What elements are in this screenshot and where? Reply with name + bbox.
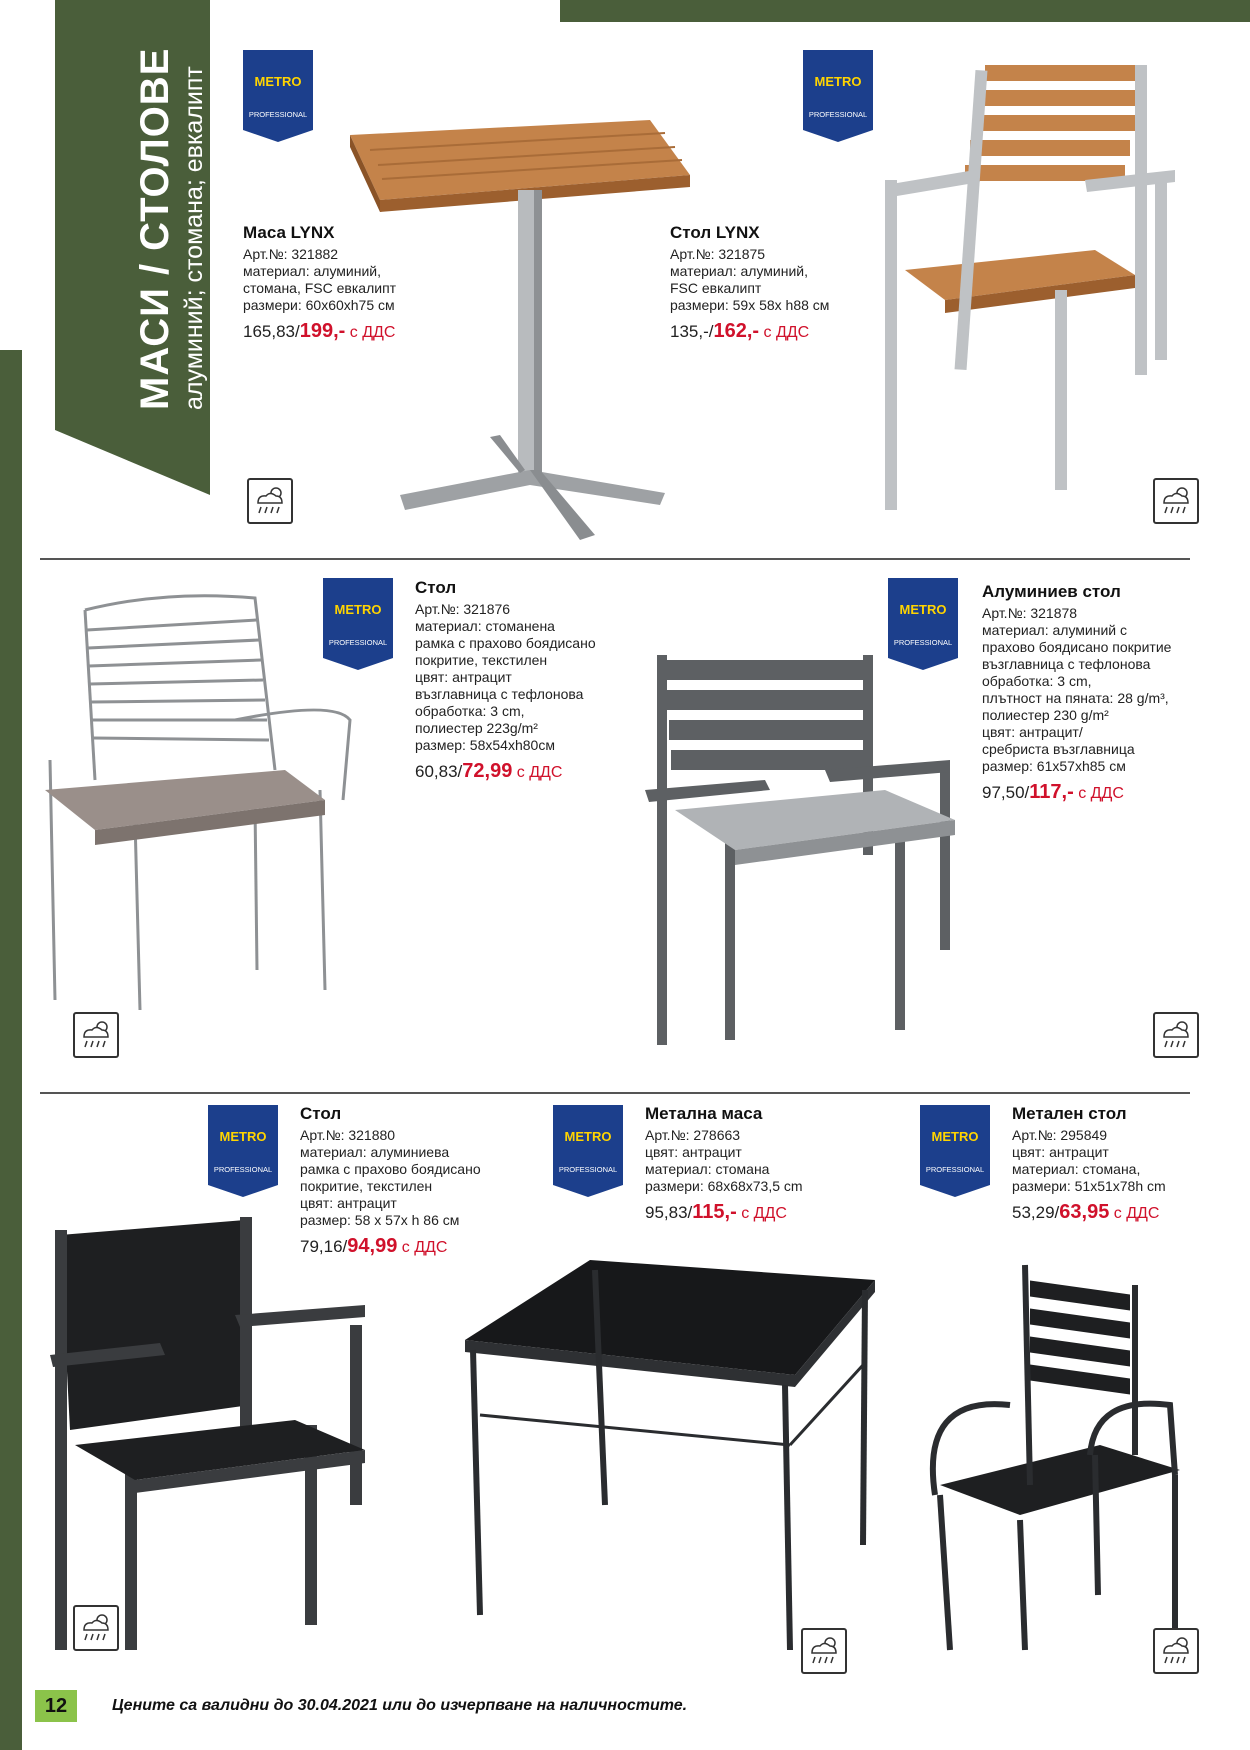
product-spec: полиестер 230 g/m²: [982, 707, 1109, 723]
product-spec: Арт.№: 321875: [670, 246, 766, 262]
product-spec: материал: алуминий,: [243, 263, 381, 279]
product-spec: размер: 58x54xh80см: [415, 737, 555, 753]
metro-professional: PROFESSIONAL: [925, 1165, 985, 1174]
product-info-metal-table: [645, 1104, 803, 1224]
metro-professional: PROFESSIONAL: [248, 110, 308, 119]
product-spec: материал: стомана: [645, 1161, 770, 1177]
row-divider-2: [40, 1092, 1190, 1094]
metro-logo: METRO: [931, 1129, 979, 1144]
price-vat: с ДДС: [1109, 1205, 1160, 1222]
product-name: Стол LYNX: [670, 223, 760, 242]
product-spec: рамка с прахово боядисано: [300, 1161, 481, 1177]
product-spec: размер: 61x57xh85 см: [982, 758, 1126, 774]
black-metal-table-illustration: [445, 1255, 885, 1655]
product-price: [415, 760, 596, 783]
product-info-metal-chair: [1012, 1104, 1166, 1224]
aluminium-chair-illustration: [635, 650, 965, 1050]
price-vat: с ДДС: [736, 1205, 787, 1222]
top-green-strip: [560, 0, 1250, 22]
price-vat: с ДДС: [759, 324, 810, 341]
product-spec: Арт.№: 321878: [982, 605, 1078, 621]
product-name: Маса LYNX: [243, 223, 335, 242]
price-net: 53,29/: [1012, 1203, 1060, 1222]
product-spec: стомана, FSC евкалипт: [243, 280, 397, 296]
product-price: [670, 320, 829, 343]
product-spec: обработка: 3 cm,: [415, 703, 525, 719]
product-spec: цвят: антрацит: [415, 669, 512, 685]
product-spec: размер: 58 x 57x h 86 см: [300, 1212, 460, 1228]
banner-text: [133, 48, 209, 410]
price-gross: 63,95: [1059, 1201, 1110, 1223]
price-net: 79,16/: [300, 1237, 348, 1256]
price-gross: 199,-: [299, 320, 346, 342]
price-gross: 162,-: [713, 320, 760, 342]
product-spec: материал: стоманена: [415, 618, 555, 634]
metro-logo: METRO: [899, 602, 947, 617]
product-name: Метална маса: [645, 1104, 763, 1123]
product-info-chair-lynx: [670, 223, 829, 343]
product-spec: покритие, текстилен: [300, 1178, 433, 1194]
product-info-aluminium-chair: [982, 582, 1171, 804]
wooden-chair-illustration: [855, 60, 1195, 510]
product-spec: размери: 51x51x78h cm: [1012, 1178, 1166, 1194]
price-vat: с ДДС: [397, 1239, 448, 1256]
product-spec: размери: 59x 58x h88 см: [670, 297, 830, 313]
product-spec: покритие, текстилен: [415, 652, 548, 668]
weather-sun-rain-icon: [1153, 1628, 1199, 1674]
product-spec: материал: алуминий,: [670, 263, 808, 279]
metro-professional: PROFESSIONAL: [558, 1165, 618, 1174]
product-spec: сребриста възглавница: [982, 741, 1135, 757]
page-number: 12: [35, 1690, 77, 1722]
product-name: Метален стол: [1012, 1104, 1127, 1123]
price-net: 97,50/: [982, 783, 1030, 802]
metro-badge: [553, 1105, 623, 1197]
price-net: 60,83/: [415, 762, 463, 781]
product-spec: обработка: 3 cm,: [982, 673, 1092, 689]
metro-professional: PROFESSIONAL: [893, 638, 953, 647]
product-name: Стол: [415, 578, 457, 597]
product-price: [243, 320, 396, 343]
product-spec: плътност на пяната: 28 g/m³,: [982, 690, 1169, 706]
weather-sun-rain-icon: [1153, 1012, 1199, 1058]
banner-subtitle: алуминий; стомана; евкалипт: [180, 66, 208, 410]
product-spec: размери: 60x60xh75 см: [243, 297, 395, 313]
metro-logo: METRO: [564, 1129, 612, 1144]
metro-logo: METRO: [219, 1129, 267, 1144]
weather-sun-rain-icon: [73, 1012, 119, 1058]
price-vat: с ДДС: [1073, 785, 1124, 802]
metro-logo: METRO: [334, 602, 382, 617]
product-spec: рамка с прахово боядисано: [415, 635, 596, 651]
metro-professional: PROFESSIONAL: [213, 1165, 273, 1174]
metro-logo: METRO: [254, 74, 302, 89]
price-gross: 94,99: [347, 1235, 398, 1257]
product-spec: материал: алуминиева: [300, 1144, 450, 1160]
price-vat: с ДДС: [512, 764, 563, 781]
product-spec: Арт.№: 321880: [300, 1127, 396, 1143]
product-price: [1012, 1201, 1166, 1224]
product-info-chair-321876: [415, 578, 596, 783]
product-spec: цвят: антрацит/: [982, 724, 1083, 740]
weather-sun-rain-icon: [247, 478, 293, 524]
footer-validity-note: Цените са валидни до 30.04.2021 или до изчерпване на наличностите.: [112, 1697, 688, 1714]
product-spec: Арт.№: 321882: [243, 246, 339, 262]
price-gross: 117,-: [1029, 781, 1074, 803]
metro-badge: [243, 50, 313, 142]
product-spec: прахово боядисано покритие: [982, 639, 1172, 655]
product-spec: възглавница с тефлонова: [415, 686, 584, 702]
price-net: 135,-/: [670, 322, 714, 341]
black-textile-chair-illustration: [45, 1215, 385, 1655]
weather-sun-rain-icon: [1153, 478, 1199, 524]
price-vat: с ДДС: [345, 324, 396, 341]
product-spec: цвят: антрацит: [300, 1195, 397, 1211]
wire-chair-with-cushion-illustration: [25, 590, 385, 1010]
price-gross: 72,99: [462, 760, 513, 782]
product-name: Стол: [300, 1104, 342, 1123]
metro-badge: [208, 1105, 278, 1197]
banner-title: МАСИ / СТОЛОВЕ: [133, 47, 177, 410]
product-spec: Арт.№: 321876: [415, 601, 511, 617]
price-net: 95,83/: [645, 1203, 693, 1222]
product-spec: възглавница с тефлонова: [982, 656, 1151, 672]
weather-sun-rain-icon: [73, 1605, 119, 1651]
product-name: Алуминиев стол: [982, 582, 1121, 601]
left-green-strip: [0, 350, 22, 1750]
weather-sun-rain-icon: [801, 1628, 847, 1674]
black-metal-chair-illustration: [920, 1255, 1210, 1655]
product-spec: полиестер 223g/m²: [415, 720, 538, 736]
product-spec: материал: алуминий с: [982, 622, 1127, 638]
product-info-table-lynx: [243, 223, 396, 343]
product-spec: материал: стомана,: [1012, 1161, 1141, 1177]
metro-professional: PROFESSIONAL: [328, 638, 388, 647]
metro-badge: [920, 1105, 990, 1197]
product-price: [982, 781, 1171, 804]
price-net: 165,83/: [243, 322, 300, 341]
metro-logo: METRO: [814, 74, 862, 89]
product-spec: цвят: антрацит: [645, 1144, 742, 1160]
product-info-chair-321880: [300, 1104, 481, 1258]
product-spec: Арт.№: 278663: [645, 1127, 741, 1143]
product-spec: Арт.№: 295849: [1012, 1127, 1108, 1143]
price-gross: 115,-: [692, 1201, 737, 1223]
product-spec: размери: 68x68x73,5 cm: [645, 1178, 803, 1194]
product-price: [645, 1201, 803, 1224]
category-banner: [55, 0, 210, 495]
metro-professional: PROFESSIONAL: [808, 110, 868, 119]
product-spec: FSC евкалипт: [670, 280, 762, 296]
row-divider-1: [40, 558, 1190, 560]
product-spec: цвят: антрацит: [1012, 1144, 1109, 1160]
